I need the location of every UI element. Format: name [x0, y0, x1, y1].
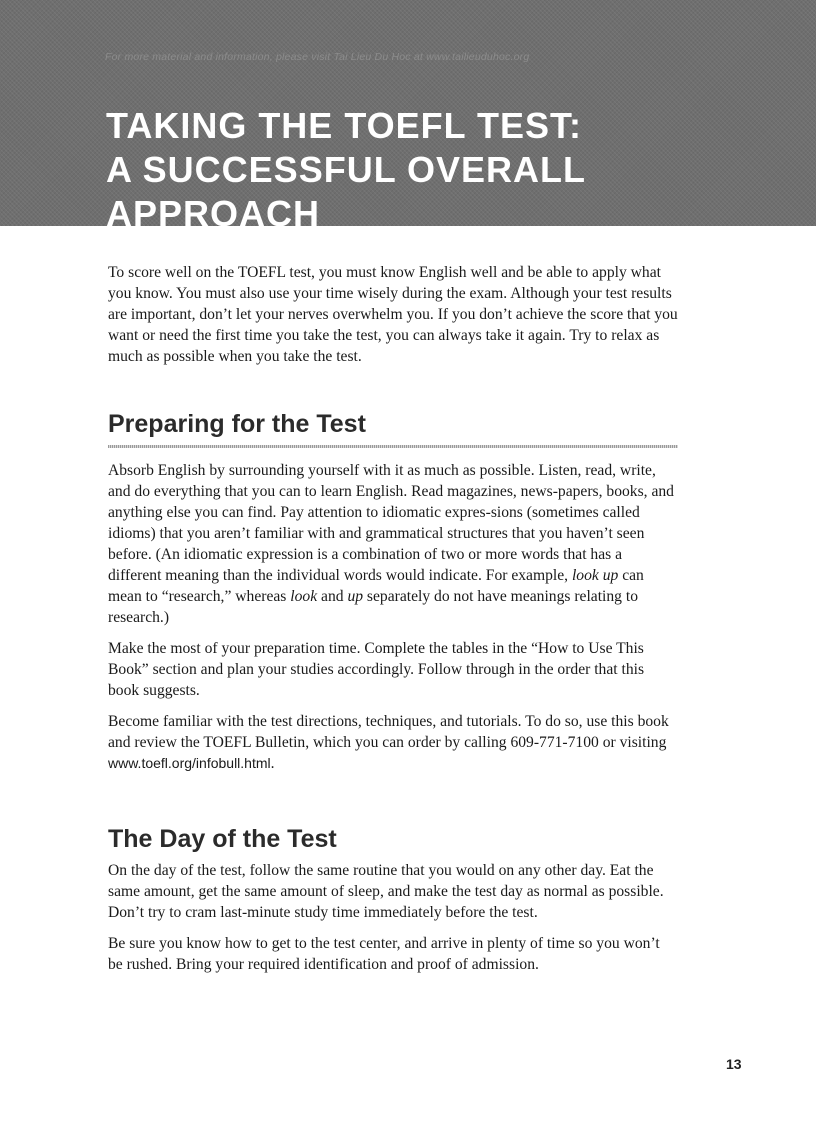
intro-paragraph: To score well on the TOEFL test, you must know English well and be able to apply what you know. You must also use your time wisely during the exam. Although your test results are important, don’t let your nerves overwhelm you. If you don’t achieve the score that you want or need the first time you take the test, you can always take it again. Try to relax as much as possible when you take the test. [108, 264, 678, 365]
page-number: 13 [726, 1056, 742, 1072]
day-paragraph-2: Be sure you know how to get to the test center, and arrive in plenty of time so you won’t be rushed. Bring your required identification and proof of admission. [108, 935, 660, 973]
page-content [108, 262, 678, 985]
preparing-paragraph-2: Make the most of your preparation time. Complete the tables in the “How to Use This Book” section and plan your studies accordingly. Follow through in the order that this book suggests. [108, 640, 645, 699]
day-paragraph-1: On the day of the test, follow the same routine that you would on any other day. Eat the same amount, get the same amount of sleep, and make the test day as normal as possible. Don’t try to cram last-minute study time immediately before the test. [108, 862, 664, 921]
italic-term: up [347, 588, 364, 605]
section-heading-day: The Day of the Test [108, 825, 337, 853]
text-run: Become familiar with the test directions, techniques, and tutorials. To do so, use this book and review the TOEFL Bulletin, which you can order by calling 609-771-7100 or visiting [108, 713, 669, 751]
chapter-title-line: A SUCCESSFUL OVERALL [106, 149, 587, 190]
chapter-title-line: TAKING THE TOEFL TEST: [106, 105, 583, 146]
text-run: separately do not have meanings relating to research.) [108, 588, 639, 626]
bulletin-url-link[interactable]: www.toefl.org/infobull.html [108, 755, 271, 771]
chapter-title [106, 104, 586, 236]
text-run: can mean to “research,” whereas [108, 567, 644, 605]
section-rule [108, 445, 678, 448]
chapter-banner [0, 0, 816, 234]
text-run: and [317, 588, 348, 605]
section-heading-preparing: Preparing for the Test [108, 410, 366, 438]
preparing-paragraph-3 [108, 711, 678, 774]
italic-term: look up [571, 567, 619, 584]
chapter-title-line: APPROACH [106, 193, 321, 234]
source-note: For more material and information, please visit Tai Lieu Du Hoc at www.tailieuduhoc.org [105, 51, 530, 63]
preparing-paragraph-1 [108, 460, 678, 628]
text-run: Absorb English by surrounding yourself with it as much as possible. Listen, read, write, and do everything that you can to learn English. Read magazines, news-papers, books, and anything else you can find. Pay attention to idiomatic expres-sions (sometimes called idioms) that you aren’t familiar with and grammatical structures that you haven’t seen before. (An idiomatic expression is a combination of two or more words that has a different meaning than the individual words would indicate. For example, [108, 462, 674, 584]
italic-term: look [290, 588, 318, 605]
text-run: . [270, 755, 275, 772]
